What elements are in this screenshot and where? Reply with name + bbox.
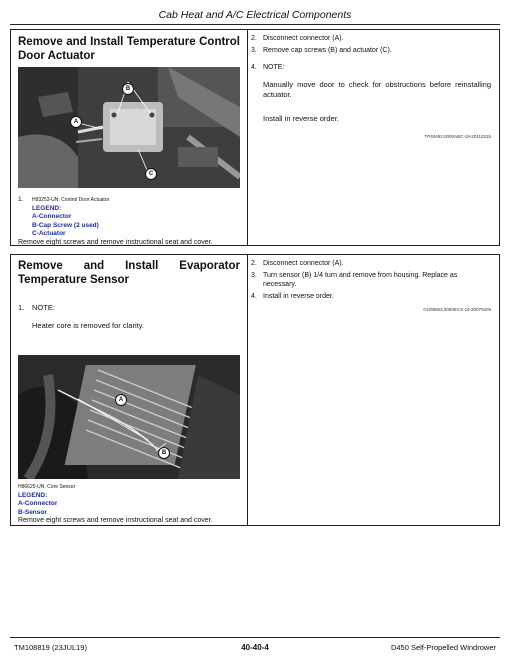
step-text: Install in reverse order.: [263, 293, 334, 300]
section-evaporator-temperature-sensor: [10, 254, 500, 526]
page-header-title: Cab Heat and A/C Electrical Components: [158, 9, 352, 21]
legend-item: A-Connector: [18, 500, 58, 507]
step-item: [251, 46, 491, 55]
legend-item: B-Cap Screw (2 used): [32, 221, 99, 229]
figure-caption: Remove eight screws and remove instructional seat and cover.: [18, 517, 213, 524]
step-number: 1.: [18, 303, 25, 312]
document-code: OU09053,0000ECS-19-20070209: [423, 307, 491, 312]
sensor-photo-illustration: [18, 355, 240, 479]
section-title: [18, 259, 240, 287]
note-body: Heater core is removed for clarity.: [32, 321, 144, 330]
step-item: [251, 292, 491, 301]
note-label: NOTE:: [263, 64, 285, 71]
step-text: Disconnect connector (A).: [263, 260, 344, 267]
callout-b: B: [158, 447, 170, 459]
step-item: [251, 259, 491, 268]
legend-item: A-Connector: [32, 213, 72, 220]
legend-item: B-Sensor: [18, 508, 47, 516]
callout-b: B: [122, 83, 134, 95]
section2-steps: [251, 259, 491, 314]
figure-reference: H86625-UN: Core Sensor: [18, 484, 76, 490]
section-temperature-control-door-actuator: [10, 29, 500, 246]
document-code: TP40492,0000ABC-19-20110315: [424, 134, 491, 139]
section1-steps: [251, 34, 491, 141]
figure-legend: [18, 483, 213, 526]
column-divider: [247, 255, 248, 525]
step-number: 3.: [251, 272, 257, 279]
callout-a: A: [70, 116, 82, 128]
note-label: NOTE:: [32, 303, 55, 312]
step-item: [251, 34, 491, 43]
footer-rule: [10, 637, 500, 638]
step-item: [251, 271, 491, 289]
section-title: [18, 35, 240, 63]
legend-label: LEGEND:: [32, 204, 62, 212]
header-rule: [10, 24, 500, 25]
footer-page-number: 40-40-4: [241, 643, 269, 652]
footer-product-name: D450 Self-Propelled Windrower: [390, 643, 496, 652]
legend-label: LEGEND:: [18, 491, 48, 499]
figure-legend: [18, 196, 213, 247]
callout-c: C: [145, 168, 157, 180]
step-number: 2.: [251, 35, 257, 42]
figure-reference: H93253-UN: Control Door Actuator: [32, 197, 110, 203]
note-body: Manually move door to check for obstructions before reinstalling actuator.: [263, 80, 491, 99]
step-number: 2.: [251, 260, 257, 267]
note-block: [18, 303, 144, 331]
column-divider: [247, 30, 248, 245]
callout-a: A: [115, 394, 127, 406]
legend-item: C-Actuator: [32, 230, 66, 237]
figure-photo-actuator: [18, 67, 240, 188]
step-number: 3.: [251, 47, 257, 54]
step-number: 4.: [251, 293, 257, 300]
step-number: 1.: [18, 196, 24, 203]
section-title-line: Remove and Install Evaporator: [18, 260, 240, 272]
figure-caption: Remove eight screws and remove instructional seat and cover.: [18, 238, 213, 246]
section-title-line: Remove and Install Temperature Control: [18, 36, 240, 48]
step-number: 4.: [251, 64, 257, 71]
note-step: [251, 63, 491, 72]
step-text: Turn sensor (B) 1/4 turn and remove from housing. Replace as necessary.: [263, 272, 458, 288]
step-text: Disconnect connector (A).: [263, 35, 344, 42]
figure-photo-sensor: [18, 355, 240, 479]
reverse-order-text: Install in reverse order.: [263, 114, 339, 123]
section-title-line: Door Actuator: [18, 50, 95, 62]
section-title-line: Temperature Sensor: [18, 274, 129, 286]
step-text: Remove cap screws (B) and actuator (C).: [263, 47, 392, 54]
footer-manual-id: TM108819 (23JUL19): [14, 643, 87, 652]
